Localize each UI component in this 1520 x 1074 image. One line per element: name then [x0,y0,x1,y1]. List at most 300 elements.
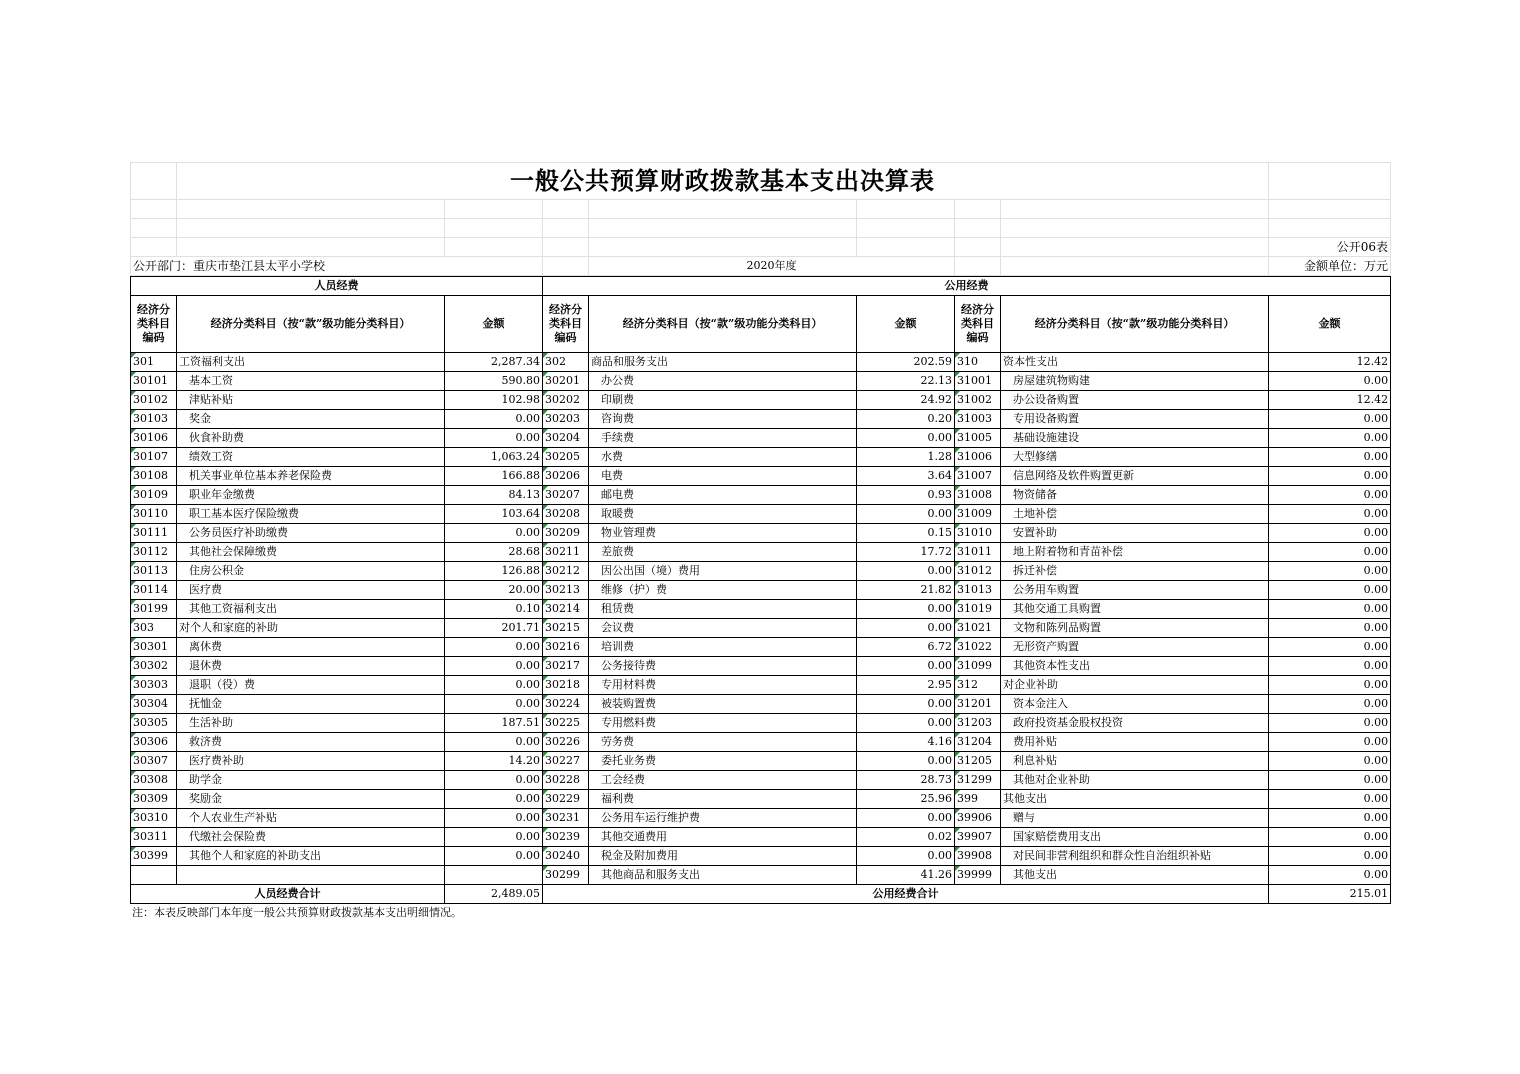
row-amount: 0.00 [857,657,955,676]
row-amount: 0.00 [857,600,955,619]
row-item-name: 抚恤金 [177,695,445,714]
amount-unit: 金额单位：万元 [1269,257,1391,276]
row-code: 31001 [955,372,1001,391]
row-amount: 0.00 [445,809,543,828]
row-amount: 21.82 [857,581,955,600]
row-amount: 202.59 [857,353,955,372]
row-item-name: 物业管理费 [589,524,857,543]
row-item-name: 咨询费 [589,410,857,429]
row-item-name: 被装购置费 [589,695,857,714]
row-amount: 0.00 [857,809,955,828]
row-item-name: 基本工资 [177,372,445,391]
row-amount: 2,287.34 [445,353,543,372]
row-amount: 0.00 [1269,562,1391,581]
row-code: 30307 [131,752,177,771]
col-name-header: 经济分类科目（按“款”级功能分类科目） [177,296,445,353]
row-amount: 201.71 [445,619,543,638]
row-code: 30213 [543,581,589,600]
table-row [131,353,1391,372]
row-amount: 0.00 [445,790,543,809]
row-item-name: 租赁费 [589,600,857,619]
row-item-name: 奖励金 [177,790,445,809]
table-row [131,866,1391,885]
row-item-name: 伙食补助费 [177,429,445,448]
row-amount: 0.00 [445,657,543,676]
row-amount: 12.42 [1269,353,1391,372]
expenditure-table [130,276,1391,904]
row-amount: 0.00 [1269,752,1391,771]
personnel-section-header: 人员经费 [131,277,543,296]
row-code: 30209 [543,524,589,543]
row-code: 30101 [131,372,177,391]
row-code: 30399 [131,847,177,866]
row-code: 30207 [543,486,589,505]
row-amount: 126.88 [445,562,543,581]
department-label: 公开部门：重庆市垫江县太平小学校 [131,257,543,276]
row-code: 30208 [543,505,589,524]
row-item-name: 基础设施建设 [1001,429,1269,448]
row-item-name: 维修（护）费 [589,581,857,600]
table-row [131,657,1391,676]
row-amount: 0.00 [1269,467,1391,486]
row-amount: 0.00 [1269,505,1391,524]
row-item-name: 公务接待费 [589,657,857,676]
row-item-name: 土地补偿 [1001,505,1269,524]
table-row [131,486,1391,505]
row-code: 30302 [131,657,177,676]
row-item-name: 地上附着物和青苗补偿 [1001,543,1269,562]
row-item-name: 其他资本性支出 [1001,657,1269,676]
row-item-name: 信息网络及软件购置更新 [1001,467,1269,486]
row-code: 31019 [955,600,1001,619]
table-row [131,752,1391,771]
col-amount-header: 金额 [445,296,543,353]
row-code: 30303 [131,676,177,695]
row-code: 30308 [131,771,177,790]
row-code: 30229 [543,790,589,809]
row-amount: 0.00 [1269,657,1391,676]
row-amount: 0.00 [857,752,955,771]
row-amount: 0.00 [1269,581,1391,600]
table-row [131,410,1391,429]
row-code: 30202 [543,391,589,410]
table-row [131,638,1391,657]
row-item-name: 国家赔偿费用支出 [1001,828,1269,847]
row-code: 31003 [955,410,1001,429]
row-code: 31007 [955,467,1001,486]
row-amount: 0.00 [1269,847,1391,866]
row-amount: 0.00 [1269,866,1391,885]
row-amount: 22.13 [857,372,955,391]
sheet-header-grid [130,162,1391,276]
row-amount: 0.00 [1269,790,1391,809]
table-row [131,429,1391,448]
row-item-name: 费用补贴 [1001,733,1269,752]
public-total-value: 215.01 [1269,885,1391,904]
row-code: 30305 [131,714,177,733]
row-amount: 0.00 [445,410,543,429]
col-name-header: 经济分类科目（按“款”级功能分类科目） [589,296,857,353]
row-amount: 0.00 [445,429,543,448]
row-amount: 0.00 [1269,429,1391,448]
row-amount: 25.96 [857,790,955,809]
row-item-name: 商品和服务支出 [589,353,857,372]
row-item-name: 劳务费 [589,733,857,752]
row-code: 31022 [955,638,1001,657]
row-code: 30226 [543,733,589,752]
table-row [131,714,1391,733]
row-item-name: 工会经费 [589,771,857,790]
row-item-name: 其他个人和家庭的补助支出 [177,847,445,866]
note-table [130,904,1390,922]
row-amount: 0.00 [857,562,955,581]
row-code: 30224 [543,695,589,714]
row-amount: 590.80 [445,372,543,391]
row-code: 31008 [955,486,1001,505]
row-amount: 0.00 [1269,828,1391,847]
row-amount: 0.00 [445,733,543,752]
row-code: 31203 [955,714,1001,733]
row-item-name: 房屋建筑物购建 [1001,372,1269,391]
row-code: 30299 [543,866,589,885]
row-amount: 0.10 [445,600,543,619]
row-item-name: 取暖费 [589,505,857,524]
row-item-name: 专用设备购置 [1001,410,1269,429]
row-item-name: 其他对企业补助 [1001,771,1269,790]
table-row [131,467,1391,486]
row-item-name: 其他交通工具购置 [1001,600,1269,619]
row-amount: 28.68 [445,543,543,562]
row-code: 30240 [543,847,589,866]
col-amount-header: 金额 [1269,296,1391,353]
row-amount: 187.51 [445,714,543,733]
row-code: 39908 [955,847,1001,866]
row-item-name: 安置补助 [1001,524,1269,543]
row-code: 30206 [543,467,589,486]
table-row [131,391,1391,410]
row-code: 31005 [955,429,1001,448]
budget-sheet [130,162,1390,922]
row-amount: 1,063.24 [445,448,543,467]
table-row [131,543,1391,562]
row-code: 30109 [131,486,177,505]
row-amount: 1.28 [857,448,955,467]
row-amount: 102.98 [445,391,543,410]
row-item-name: 退职（役）费 [177,676,445,695]
row-amount: 0.00 [857,695,955,714]
public-section-header: 公用经费 [543,277,1391,296]
row-code: 30110 [131,505,177,524]
row-amount: 0.00 [1269,714,1391,733]
form-number: 公开06表 [1269,238,1391,257]
row-code [131,866,177,885]
row-item-name: 职工基本医疗保险缴费 [177,505,445,524]
table-row [131,847,1391,866]
row-code: 30304 [131,695,177,714]
personnel-total-label: 人员经费合计 [131,885,445,904]
row-amount: 12.42 [1269,391,1391,410]
row-code: 30228 [543,771,589,790]
row-amount: 166.88 [445,467,543,486]
row-amount: 0.00 [445,695,543,714]
row-item-name: 培训费 [589,638,857,657]
row-code: 30211 [543,543,589,562]
row-code: 30309 [131,790,177,809]
row-item-name: 电费 [589,467,857,486]
row-amount: 0.00 [1269,543,1391,562]
row-amount: 0.00 [1269,486,1391,505]
row-amount [445,866,543,885]
row-code: 30239 [543,828,589,847]
row-code: 30114 [131,581,177,600]
row-code: 31204 [955,733,1001,752]
row-item-name: 其他支出 [1001,866,1269,885]
row-code: 30301 [131,638,177,657]
fiscal-year: 2020年度 [589,257,955,276]
row-amount: 28.73 [857,771,955,790]
row-amount: 0.00 [1269,809,1391,828]
row-code: 30218 [543,676,589,695]
row-item-name: 邮电费 [589,486,857,505]
row-item-name: 大型修缮 [1001,448,1269,467]
row-item-name: 职业年金缴费 [177,486,445,505]
row-item-name: 文物和陈列品购置 [1001,619,1269,638]
row-amount: 2.95 [857,676,955,695]
row-code: 30204 [543,429,589,448]
table-row [131,448,1391,467]
row-code: 30113 [131,562,177,581]
row-amount: 84.13 [445,486,543,505]
row-item-name: 拆迁补偿 [1001,562,1269,581]
row-code: 310 [955,353,1001,372]
row-item-name: 公务用车购置 [1001,581,1269,600]
row-code: 301 [131,353,177,372]
row-code: 30203 [543,410,589,429]
row-code: 31010 [955,524,1001,543]
row-amount: 0.93 [857,486,955,505]
row-code: 30231 [543,809,589,828]
table-row [131,581,1391,600]
row-code: 30108 [131,467,177,486]
row-code: 30225 [543,714,589,733]
row-amount: 103.64 [445,505,543,524]
row-item-name: 利息补贴 [1001,752,1269,771]
table-body [131,353,1391,885]
row-item-name: 因公出国（境）费用 [589,562,857,581]
row-item-name: 专用材料费 [589,676,857,695]
row-item-name: 资本金注入 [1001,695,1269,714]
row-item-name: 会议费 [589,619,857,638]
row-item-name: 其他工资福利支出 [177,600,445,619]
row-item-name: 无形资产购置 [1001,638,1269,657]
row-item-name: 对个人和家庭的补助 [177,619,445,638]
row-amount: 0.00 [1269,638,1391,657]
row-item-name: 公务员医疗补助缴费 [177,524,445,543]
row-code: 31205 [955,752,1001,771]
row-code: 30306 [131,733,177,752]
row-amount: 0.00 [1269,676,1391,695]
row-item-name: 医疗费补助 [177,752,445,771]
row-item-name: 助学金 [177,771,445,790]
row-amount: 0.00 [445,847,543,866]
row-amount: 3.64 [857,467,955,486]
row-code: 30201 [543,372,589,391]
row-code: 30310 [131,809,177,828]
row-code: 39906 [955,809,1001,828]
row-code: 30215 [543,619,589,638]
row-amount: 0.00 [1269,619,1391,638]
row-amount: 41.26 [857,866,955,885]
col-code-header: 经济分类科目编码 [543,296,589,353]
row-item-name: 资本性支出 [1001,353,1269,372]
row-amount: 17.72 [857,543,955,562]
row-code: 30106 [131,429,177,448]
row-code: 30102 [131,391,177,410]
table-row [131,562,1391,581]
row-item-name: 津贴补贴 [177,391,445,410]
table-row [131,695,1391,714]
row-item-name: 对企业补助 [1001,676,1269,695]
row-code: 31021 [955,619,1001,638]
row-amount: 0.00 [857,847,955,866]
table-row [131,828,1391,847]
table-row [131,809,1391,828]
row-item-name: 其他社会保障缴费 [177,543,445,562]
row-amount: 0.00 [1269,410,1391,429]
row-code: 31012 [955,562,1001,581]
row-item-name: 工资福利支出 [177,353,445,372]
row-amount: 0.00 [857,619,955,638]
row-item-name: 生活补助 [177,714,445,733]
table-row [131,372,1391,391]
row-amount: 0.00 [445,828,543,847]
row-item-name: 物资储备 [1001,486,1269,505]
row-amount: 0.00 [857,429,955,448]
row-code: 31299 [955,771,1001,790]
row-amount: 14.20 [445,752,543,771]
table-row [131,619,1391,638]
col-name-header: 经济分类科目（按“款”级功能分类科目） [1001,296,1269,353]
row-item-name: 住房公积金 [177,562,445,581]
row-code: 30112 [131,543,177,562]
row-amount: 0.00 [1269,372,1391,391]
row-item-name: 专用燃料费 [589,714,857,733]
row-item-name: 福利费 [589,790,857,809]
row-item-name: 其他商品和服务支出 [589,866,857,885]
row-item-name: 公务用车运行维护费 [589,809,857,828]
row-amount: 0.00 [445,524,543,543]
row-item-name: 印刷费 [589,391,857,410]
row-item-name: 对民间非营利组织和群众性自治组织补贴 [1001,847,1269,866]
row-item-name: 机关事业单位基本养老保险费 [177,467,445,486]
row-code: 31002 [955,391,1001,410]
row-amount: 24.92 [857,391,955,410]
row-item-name: 离休费 [177,638,445,657]
row-amount: 4.16 [857,733,955,752]
row-item-name [177,866,445,885]
row-code: 30107 [131,448,177,467]
row-amount: 0.20 [857,410,955,429]
footnote: 注：本表反映部门本年度一般公共预算财政拨款基本支出明细情况。 [132,906,462,919]
row-amount: 0.00 [1269,733,1391,752]
row-item-name: 救济费 [177,733,445,752]
row-item-name: 个人农业生产补贴 [177,809,445,828]
row-amount: 0.15 [857,524,955,543]
row-item-name: 水费 [589,448,857,467]
row-code: 31201 [955,695,1001,714]
row-code: 31006 [955,448,1001,467]
row-item-name: 手续费 [589,429,857,448]
row-code: 31013 [955,581,1001,600]
row-amount: 0.00 [1269,524,1391,543]
row-amount: 0.00 [1269,448,1391,467]
row-code: 30217 [543,657,589,676]
row-amount: 0.00 [857,714,955,733]
row-item-name: 税金及附加费用 [589,847,857,866]
row-amount: 0.00 [1269,695,1391,714]
table-row [131,790,1391,809]
page-title: 一般公共预算财政拨款基本支出决算表 [177,163,1269,200]
row-code: 399 [955,790,1001,809]
col-code-header: 经济分类科目编码 [131,296,177,353]
row-code: 39999 [955,866,1001,885]
col-code-header: 经济分类科目编码 [955,296,1001,353]
row-amount: 0.02 [857,828,955,847]
row-amount: 0.00 [445,638,543,657]
row-code: 30311 [131,828,177,847]
row-item-name: 办公费 [589,372,857,391]
row-item-name: 退休费 [177,657,445,676]
row-item-name: 办公设备购置 [1001,391,1269,410]
row-item-name: 赠与 [1001,809,1269,828]
row-code: 31099 [955,657,1001,676]
row-code: 30216 [543,638,589,657]
row-amount: 0.00 [1269,600,1391,619]
row-code: 312 [955,676,1001,695]
row-amount: 20.00 [445,581,543,600]
row-code: 30205 [543,448,589,467]
row-code: 31009 [955,505,1001,524]
row-amount: 0.00 [445,771,543,790]
row-code: 30212 [543,562,589,581]
row-amount: 6.72 [857,638,955,657]
row-code: 302 [543,353,589,372]
table-row [131,505,1391,524]
row-item-name: 委托业务费 [589,752,857,771]
row-amount: 0.00 [445,676,543,695]
row-item-name: 政府投资基金股权投资 [1001,714,1269,733]
row-item-name: 代缴社会保险费 [177,828,445,847]
table-row [131,733,1391,752]
row-code: 30227 [543,752,589,771]
row-code: 303 [131,619,177,638]
public-total-label: 公用经费合计 [543,885,1269,904]
col-amount-header: 金额 [857,296,955,353]
row-item-name: 奖金 [177,410,445,429]
row-code: 31011 [955,543,1001,562]
table-row [131,600,1391,619]
row-code: 30199 [131,600,177,619]
row-code: 30214 [543,600,589,619]
row-code: 30111 [131,524,177,543]
row-amount: 0.00 [857,505,955,524]
row-code: 39907 [955,828,1001,847]
row-amount: 0.00 [1269,771,1391,790]
row-item-name: 其他交通费用 [589,828,857,847]
row-item-name: 差旅费 [589,543,857,562]
table-row [131,524,1391,543]
table-row [131,676,1391,695]
